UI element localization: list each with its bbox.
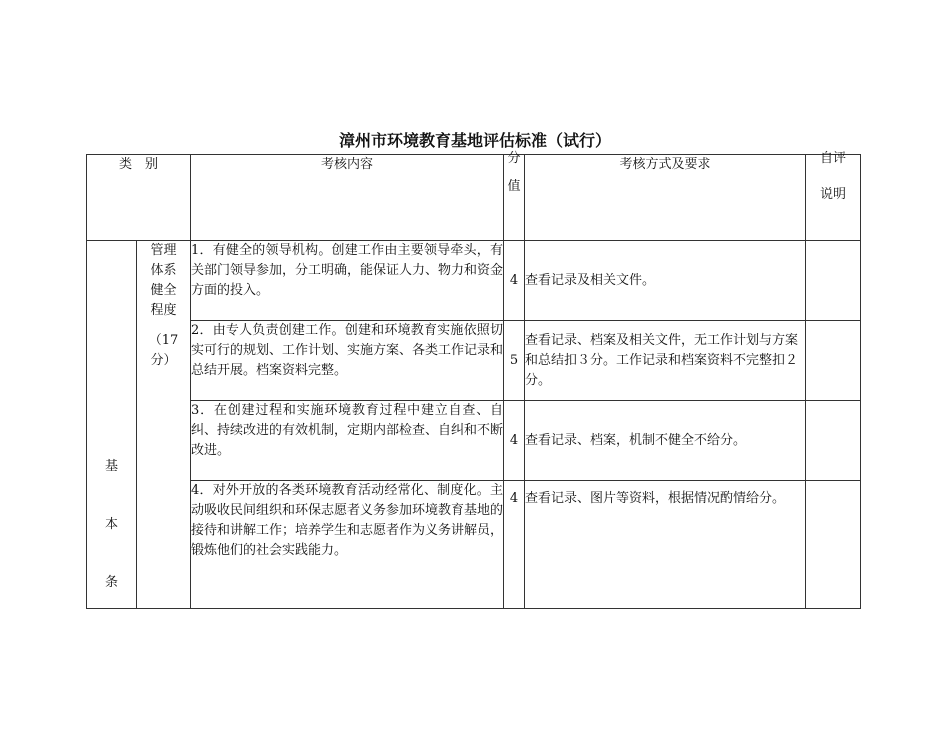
row-score: 4 bbox=[504, 241, 525, 321]
header-score bbox=[504, 151, 525, 241]
row-method: 查看记录、档案及相关文件，无工作计划与方案和总结扣３分。工作记录和档案资料不完整扣２分。 bbox=[525, 321, 806, 401]
row-self-eval[interactable] bbox=[806, 321, 861, 401]
row-self-eval[interactable] bbox=[806, 241, 861, 321]
category-main-char: 基 bbox=[104, 459, 118, 474]
category-sub-score: （17分） bbox=[148, 333, 179, 368]
header-content: 考核内容 bbox=[191, 155, 504, 241]
category-main-char: 条 bbox=[104, 575, 118, 590]
header-method: 考核方式及要求 bbox=[525, 155, 806, 241]
row-score: 5 bbox=[504, 321, 525, 401]
table-header-row bbox=[87, 155, 861, 241]
row-method: 查看记录、档案，机制不健全不给分。 bbox=[525, 401, 806, 481]
row-content: 2．由专人负责创建工作。创建和环境教育实施依照切实可行的规划、工作计划、实施方案、各类工作记录和总结开展。档案资料完整。 bbox=[191, 321, 504, 401]
row-self-eval[interactable] bbox=[806, 481, 861, 609]
header-self-line1: 自评 bbox=[820, 151, 847, 166]
header-category: 类 别 bbox=[87, 155, 191, 241]
header-self-eval bbox=[806, 151, 861, 241]
header-score-line1: 分 bbox=[507, 151, 521, 166]
table-row bbox=[87, 241, 861, 321]
category-main bbox=[87, 241, 137, 609]
table-row bbox=[87, 481, 861, 609]
row-score: 4 bbox=[504, 481, 525, 609]
row-content: 3．在创建过程和实施环境教育过程中建立自查、自纠、持续改进的有效机制，定期内部检查、自纠和不断改进。 bbox=[191, 401, 504, 481]
row-self-eval[interactable] bbox=[806, 401, 861, 481]
page-title: 漳州市环境教育基地评估标准（试行） bbox=[338, 131, 611, 150]
table-row bbox=[87, 401, 861, 481]
row-method: 查看记录、图片等资料，根据情况酌情给分。 bbox=[525, 481, 806, 609]
category-sub bbox=[137, 241, 191, 609]
row-method: 查看记录及相关文件。 bbox=[525, 241, 806, 321]
header-self-line2: 说明 bbox=[820, 187, 847, 202]
category-sub-label: 管理体系健全程度 bbox=[150, 243, 177, 318]
row-content: 1．有健全的领导机构。创建工作由主要领导牵头，有关部门领导参加，分工明确，能保证人力、物力和资金方面的投入。 bbox=[191, 241, 504, 321]
evaluation-table bbox=[86, 151, 861, 609]
category-main-char: 本 bbox=[104, 517, 118, 532]
table-row bbox=[87, 321, 861, 401]
row-content: 4．对外开放的各类环境教育活动经常化、制度化。主动吸收民间组织和环保志愿者义务参加环境教育基地的接待和讲解工作；培养学生和志愿者作为义务讲解员，锻炼他们的社会实践能力。 bbox=[191, 481, 504, 609]
row-score: 4 bbox=[504, 401, 525, 481]
header-score-line2: 值 bbox=[507, 179, 521, 194]
